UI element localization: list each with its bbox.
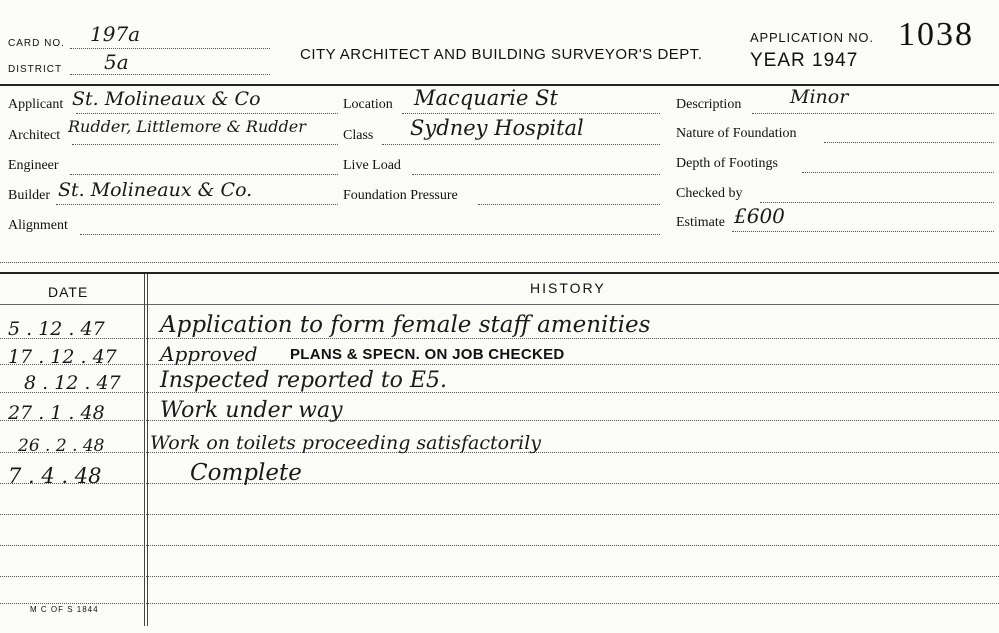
field-label-description: Description: [676, 97, 742, 112]
field-label-nature-of-foundation: Nature of Foundation: [676, 126, 797, 141]
field-label-engineer: Engineer: [8, 158, 59, 173]
field-line-class: [382, 144, 660, 145]
district-value: 5a: [104, 50, 129, 74]
history-row-entry: Approved: [160, 342, 258, 366]
field-line-applicant: [76, 113, 338, 114]
field-line-builder: [56, 204, 338, 205]
history-row-date: 27 . 1 . 48: [8, 402, 105, 424]
field-line-description: [752, 113, 994, 114]
field-value-architect: Rudder, Littlemore & Rudder: [68, 117, 306, 136]
field-label-live-load: Live Load: [343, 158, 401, 173]
field-value-builder: St. Molineaux & Co.: [58, 179, 253, 201]
fields-bottom-line: [0, 262, 999, 263]
date-column-header: DATE: [48, 284, 89, 300]
field-line-foundation-pressure: [478, 204, 660, 205]
field-label-foundation-pressure: Foundation Pressure: [343, 188, 458, 203]
history-row-date: 26 . 2 . 48: [18, 436, 105, 456]
history-rule: [0, 338, 999, 339]
history-row-entry: Application to form female staff amenities: [160, 312, 651, 338]
application-label: APPLICATION NO.: [750, 30, 874, 45]
field-value-estimate: £600: [734, 204, 785, 228]
history-rule: [0, 603, 999, 604]
field-line-checked-by: [760, 202, 994, 203]
history-rule: [0, 392, 999, 393]
field-value-description: Minor: [790, 86, 849, 108]
field-label-alignment: Alignment: [8, 218, 68, 233]
checked-stamp: PLANS & SPECN. ON JOB CHECKED: [290, 346, 565, 363]
history-row-entry: Complete: [190, 460, 302, 486]
history-row-entry: Work on toilets proceeding satisfactorily: [150, 432, 542, 454]
history-row-entry: Work under way: [160, 398, 343, 423]
field-label-applicant: Applicant: [8, 97, 64, 112]
form-code: M C OF S 1844: [30, 605, 99, 614]
field-value-applicant: St. Molineaux & Co: [72, 88, 261, 110]
field-line-live-load: [412, 174, 660, 175]
history-row-date: 17 . 12 . 47: [8, 346, 117, 368]
card-no-line: [70, 48, 270, 49]
history-rule: [0, 364, 999, 365]
field-line-depth-of-footings: [802, 172, 994, 173]
history-column-header: HISTORY: [530, 280, 606, 296]
field-label-location: Location: [343, 97, 393, 112]
history-top-border: [0, 272, 999, 274]
field-line-alignment: [80, 234, 660, 235]
field-value-location: Macquarie St: [414, 86, 558, 110]
field-line-nature-of-foundation: [824, 142, 994, 143]
field-line-estimate: [732, 231, 994, 232]
date-column-divider-inner: [147, 274, 148, 626]
year-label: YEAR 1947: [750, 50, 859, 71]
field-label-builder: Builder: [8, 188, 50, 203]
application-number: 1038: [898, 16, 974, 53]
history-rule: [0, 420, 999, 421]
card-no-label: CARD NO.: [8, 38, 65, 49]
field-label-architect: Architect: [8, 128, 61, 143]
field-value-class: Sydney Hospital: [410, 116, 584, 140]
history-rule: [0, 514, 999, 515]
field-label-estimate: Estimate: [676, 215, 725, 230]
history-rule: [0, 545, 999, 546]
card-no-value: 197a: [90, 22, 141, 46]
history-rule: [0, 483, 999, 484]
department-title: CITY ARCHITECT AND BUILDING SURVEYOR'S DEPT.: [300, 46, 703, 63]
date-column-divider: [144, 274, 145, 626]
field-line-location: [402, 113, 660, 114]
field-line-architect: [72, 144, 338, 145]
history-row-entry: Inspected reported to E5.: [160, 368, 447, 393]
history-row-date: 7 . 4 . 48: [8, 464, 102, 488]
field-label-checked-by: Checked by: [676, 186, 743, 201]
history-rule: [0, 576, 999, 577]
field-label-depth-of-footings: Depth of Footings: [676, 156, 778, 171]
district-line: [70, 74, 270, 75]
field-line-engineer: [70, 174, 338, 175]
district-label: DISTRICT: [8, 64, 63, 75]
history-header-divider: [0, 304, 999, 305]
field-label-class: Class: [343, 128, 374, 143]
history-row-date: 5 . 12 . 47: [8, 318, 105, 340]
history-row-date: 8 . 12 . 47: [24, 372, 121, 394]
